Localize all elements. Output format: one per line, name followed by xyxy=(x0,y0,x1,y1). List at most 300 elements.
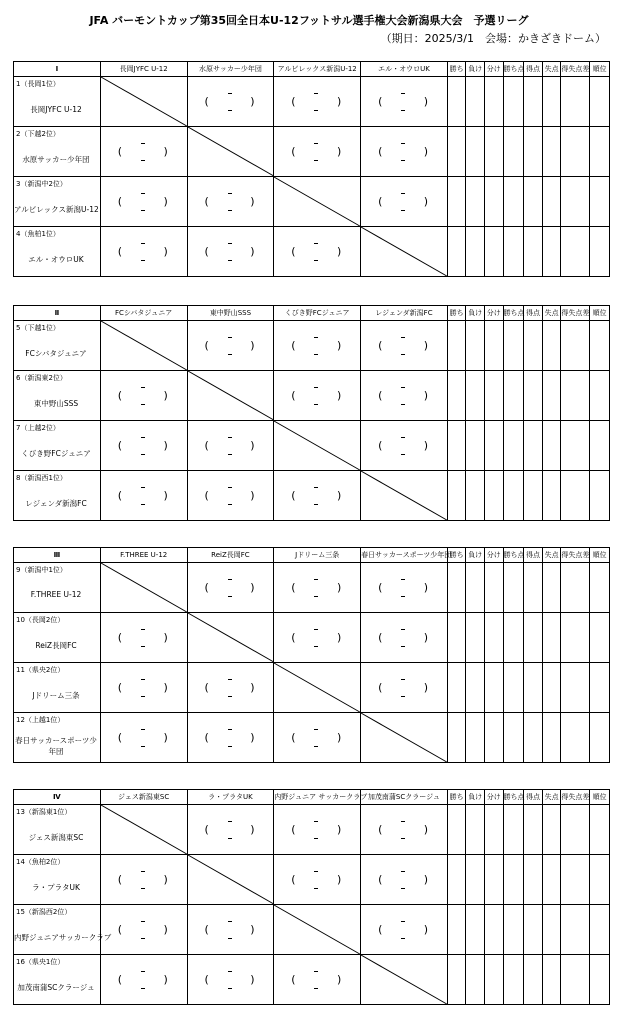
score-cell[interactable] xyxy=(274,127,361,177)
stat-cell[interactable] xyxy=(447,127,466,177)
score-bracket xyxy=(291,89,341,115)
score-cell[interactable] xyxy=(100,855,187,905)
self-match-cell xyxy=(187,371,274,421)
score-cell[interactable] xyxy=(100,127,187,177)
score-cell[interactable] xyxy=(361,77,448,127)
stat-cell[interactable] xyxy=(542,663,561,713)
stat-cell[interactable] xyxy=(484,613,503,663)
stat-cell[interactable] xyxy=(466,855,485,905)
stat-cell[interactable] xyxy=(447,77,466,127)
score-blank-bottom xyxy=(228,696,232,697)
score-blank-top xyxy=(141,387,145,388)
stat-cell[interactable] xyxy=(590,955,610,1005)
close-paren: ) xyxy=(423,823,429,836)
score-cell[interactable] xyxy=(274,77,361,127)
score-blank-top xyxy=(401,337,405,338)
stat-cell[interactable] xyxy=(503,663,524,713)
open-paren: ( xyxy=(378,95,383,108)
stat-cell[interactable] xyxy=(484,471,503,521)
stat-cell[interactable] xyxy=(561,471,590,521)
score-cell[interactable] xyxy=(274,227,361,277)
stat-cell[interactable] xyxy=(542,563,561,613)
stat-cell[interactable] xyxy=(590,613,610,663)
score-bracket xyxy=(378,867,428,893)
score-cell[interactable] xyxy=(361,905,448,955)
score-blank-bottom xyxy=(141,404,145,405)
stat-cell[interactable] xyxy=(590,321,610,371)
stat-cell[interactable] xyxy=(524,563,543,613)
score-blank-bottom xyxy=(141,160,145,161)
close-paren: ) xyxy=(163,439,168,452)
self-match-cell xyxy=(100,805,187,855)
stat-cell[interactable] xyxy=(542,321,561,371)
stat-cell[interactable] xyxy=(590,127,610,177)
score-cell[interactable] xyxy=(361,371,448,421)
score-cell[interactable] xyxy=(361,613,448,663)
stat-cell[interactable] xyxy=(524,321,543,371)
stat-cell[interactable] xyxy=(524,713,543,763)
stat-cell[interactable] xyxy=(590,905,610,955)
stat-cell[interactable] xyxy=(542,127,561,177)
stat-cell[interactable] xyxy=(561,77,590,127)
score-blank-bottom xyxy=(228,260,232,261)
group-label: Ⅲ xyxy=(14,548,101,563)
stat-cell[interactable] xyxy=(447,227,466,277)
stat-cell[interactable] xyxy=(447,471,466,521)
score-cell[interactable] xyxy=(187,77,274,127)
score-cell[interactable] xyxy=(274,613,361,663)
group-table xyxy=(13,547,610,763)
stat-cell[interactable] xyxy=(561,713,590,763)
score-blank-top xyxy=(228,93,232,94)
score-cell[interactable] xyxy=(100,905,187,955)
open-paren: ( xyxy=(204,973,209,986)
score-cell[interactable] xyxy=(187,563,274,613)
close-paren: ) xyxy=(423,439,429,452)
seed-label: 10（長岡2位） xyxy=(16,616,65,624)
stat-cell[interactable] xyxy=(561,321,590,371)
stat-cell[interactable] xyxy=(484,663,503,713)
score-bracket xyxy=(205,817,255,843)
stat-cell[interactable] xyxy=(447,371,466,421)
close-paren: ) xyxy=(250,195,255,208)
stat-cell[interactable] xyxy=(590,371,610,421)
stat-cell[interactable] xyxy=(542,177,561,227)
stat-cell[interactable] xyxy=(542,227,561,277)
stat-header: 勝ち点 xyxy=(503,548,524,563)
stat-cell[interactable] xyxy=(447,805,466,855)
score-cell[interactable] xyxy=(274,855,361,905)
stat-cell[interactable] xyxy=(503,77,524,127)
stat-cell[interactable] xyxy=(561,371,590,421)
stat-cell[interactable] xyxy=(447,321,466,371)
stat-cell[interactable] xyxy=(524,227,543,277)
open-paren: ( xyxy=(117,681,123,694)
seed-label: 13（新潟東1位） xyxy=(16,808,72,816)
score-blank-bottom xyxy=(228,988,232,989)
open-paren: ( xyxy=(117,195,123,208)
open-paren: ( xyxy=(117,731,123,744)
close-paren: ) xyxy=(337,145,342,158)
score-cell[interactable] xyxy=(274,371,361,421)
score-blank-top xyxy=(228,821,232,822)
stat-cell[interactable] xyxy=(447,713,466,763)
stat-cell[interactable] xyxy=(466,563,485,613)
open-paren: ( xyxy=(117,631,123,644)
stat-cell[interactable] xyxy=(561,663,590,713)
stat-cell[interactable] xyxy=(466,471,485,521)
score-blank-top xyxy=(228,487,232,488)
score-bracket xyxy=(378,189,428,215)
team-row xyxy=(14,905,610,955)
team-cell xyxy=(14,955,101,1005)
open-paren: ( xyxy=(378,581,383,594)
stat-cell[interactable] xyxy=(503,713,524,763)
stat-cell[interactable] xyxy=(447,905,466,955)
stat-cell[interactable] xyxy=(466,321,485,371)
stat-header: 勝ち xyxy=(447,790,466,805)
close-paren: ) xyxy=(337,389,342,402)
score-blank-top xyxy=(401,193,405,194)
score-cell[interactable] xyxy=(187,905,274,955)
score-bracket xyxy=(118,725,168,751)
score-bracket xyxy=(378,333,428,359)
stat-cell[interactable] xyxy=(524,855,543,905)
open-paren: ( xyxy=(117,145,123,158)
team-row xyxy=(14,371,610,421)
score-cell[interactable] xyxy=(187,713,274,763)
stat-cell[interactable] xyxy=(524,955,543,1005)
team-cell xyxy=(14,663,101,713)
score-cell[interactable] xyxy=(100,713,187,763)
stat-cell[interactable] xyxy=(524,663,543,713)
close-paren: ) xyxy=(337,245,342,258)
score-blank-top xyxy=(401,143,405,144)
self-match-cell xyxy=(100,563,187,613)
opponent-header: FCシバタジュニア xyxy=(100,306,187,321)
score-blank-top xyxy=(228,729,232,730)
stat-cell[interactable] xyxy=(590,77,610,127)
seed-label: 6（新潟東2位） xyxy=(16,374,67,382)
self-match-cell xyxy=(361,227,448,277)
stat-cell[interactable] xyxy=(503,855,524,905)
stat-cell[interactable] xyxy=(503,321,524,371)
score-blank-top xyxy=(314,729,318,730)
stat-cell[interactable] xyxy=(484,805,503,855)
stat-cell[interactable] xyxy=(484,955,503,1005)
stat-cell[interactable] xyxy=(561,177,590,227)
score-blank-bottom xyxy=(141,696,145,697)
team-cell xyxy=(14,713,101,763)
score-cell[interactable] xyxy=(187,421,274,471)
score-cell[interactable] xyxy=(361,663,448,713)
score-cell[interactable] xyxy=(361,127,448,177)
score-cell[interactable] xyxy=(187,227,274,277)
stat-cell[interactable] xyxy=(542,713,561,763)
stat-cell[interactable] xyxy=(590,177,610,227)
stat-cell[interactable] xyxy=(542,421,561,471)
stat-cell[interactable] xyxy=(524,613,543,663)
stat-cell[interactable] xyxy=(484,127,503,177)
stat-cell[interactable] xyxy=(561,563,590,613)
score-blank-top xyxy=(401,821,405,822)
group-table xyxy=(13,789,610,1005)
stat-cell[interactable] xyxy=(466,127,485,177)
team-cell xyxy=(14,371,101,421)
score-cell[interactable] xyxy=(100,955,187,1005)
score-blank-top xyxy=(141,143,145,144)
close-paren: ) xyxy=(423,145,429,158)
diagonal-line xyxy=(361,227,447,276)
event-date-venue: （期日：2025/3/1 会場：かきざきドーム） xyxy=(380,32,606,45)
stat-cell[interactable] xyxy=(447,955,466,1005)
score-cell[interactable] xyxy=(187,321,274,371)
score-blank-top xyxy=(401,387,405,388)
score-cell[interactable] xyxy=(187,663,274,713)
score-blank-bottom xyxy=(401,404,405,405)
stat-cell[interactable] xyxy=(484,321,503,371)
score-blank-bottom xyxy=(314,746,318,747)
score-cell[interactable] xyxy=(274,805,361,855)
stat-cell[interactable] xyxy=(524,127,543,177)
stat-cell[interactable] xyxy=(590,471,610,521)
open-paren: ( xyxy=(117,389,123,402)
stat-cell[interactable] xyxy=(590,855,610,905)
stat-cell[interactable] xyxy=(503,905,524,955)
score-blank-bottom xyxy=(228,838,232,839)
self-match-cell xyxy=(361,713,448,763)
stat-cell[interactable] xyxy=(466,905,485,955)
stat-cell[interactable] xyxy=(561,905,590,955)
score-bracket xyxy=(205,333,255,359)
self-match-cell xyxy=(274,177,361,227)
stat-cell[interactable] xyxy=(524,371,543,421)
score-cell[interactable] xyxy=(274,471,361,521)
opponent-header: 長岡JYFC U-12 xyxy=(100,62,187,77)
score-cell[interactable] xyxy=(100,663,187,713)
stat-cell[interactable] xyxy=(590,805,610,855)
stat-cell[interactable] xyxy=(484,905,503,955)
stat-cell[interactable] xyxy=(503,371,524,421)
stat-cell[interactable] xyxy=(503,127,524,177)
self-match-cell xyxy=(361,471,448,521)
score-bracket xyxy=(291,817,341,843)
stat-cell[interactable] xyxy=(466,713,485,763)
team-name: アルビレックス新潟U-12 xyxy=(14,205,99,214)
stat-cell[interactable] xyxy=(484,177,503,227)
score-blank-bottom xyxy=(401,888,405,889)
score-cell[interactable] xyxy=(100,613,187,663)
stat-header: 失点 xyxy=(542,306,561,321)
score-cell[interactable] xyxy=(100,371,187,421)
close-paren: ) xyxy=(163,489,168,502)
score-blank-top xyxy=(314,871,318,872)
score-bracket xyxy=(118,483,168,509)
close-paren: ) xyxy=(163,195,168,208)
stat-cell[interactable] xyxy=(524,805,543,855)
score-cell[interactable] xyxy=(100,227,187,277)
score-blank-bottom xyxy=(401,646,405,647)
stat-cell[interactable] xyxy=(484,371,503,421)
score-cell[interactable] xyxy=(187,955,274,1005)
stat-cell[interactable] xyxy=(503,563,524,613)
stat-cell[interactable] xyxy=(542,905,561,955)
score-blank-bottom xyxy=(314,838,318,839)
stat-cell[interactable] xyxy=(542,613,561,663)
score-bracket xyxy=(291,333,341,359)
stat-cell[interactable] xyxy=(466,663,485,713)
score-cell[interactable] xyxy=(361,855,448,905)
score-cell[interactable] xyxy=(187,805,274,855)
score-blank-top xyxy=(228,243,232,244)
stat-cell[interactable] xyxy=(466,227,485,277)
stat-cell[interactable] xyxy=(503,227,524,277)
stat-cell[interactable] xyxy=(466,955,485,1005)
stat-cell[interactable] xyxy=(447,563,466,613)
team-cell xyxy=(14,805,101,855)
close-paren: ) xyxy=(250,439,255,452)
score-cell[interactable] xyxy=(100,471,187,521)
score-cell[interactable] xyxy=(361,805,448,855)
stat-cell[interactable] xyxy=(466,177,485,227)
stat-cell[interactable] xyxy=(503,955,524,1005)
stat-cell[interactable] xyxy=(466,805,485,855)
score-blank-top xyxy=(401,679,405,680)
opponent-header: 内野ジュニア サッカークラブ xyxy=(274,790,361,805)
stat-cell[interactable] xyxy=(542,955,561,1005)
stat-cell[interactable] xyxy=(590,227,610,277)
stat-cell[interactable] xyxy=(484,563,503,613)
stat-cell[interactable] xyxy=(561,613,590,663)
score-cell[interactable] xyxy=(187,177,274,227)
stat-cell[interactable] xyxy=(524,905,543,955)
stat-cell[interactable] xyxy=(447,421,466,471)
score-cell[interactable] xyxy=(361,421,448,471)
stat-cell[interactable] xyxy=(447,663,466,713)
seed-label: 8（新潟西1位） xyxy=(16,474,67,482)
stat-cell[interactable] xyxy=(590,713,610,763)
stat-cell[interactable] xyxy=(542,371,561,421)
score-cell[interactable] xyxy=(274,713,361,763)
score-blank-bottom xyxy=(314,888,318,889)
close-paren: ) xyxy=(250,823,255,836)
score-blank-top xyxy=(314,487,318,488)
stat-cell[interactable] xyxy=(466,371,485,421)
score-cell[interactable] xyxy=(274,955,361,1005)
stat-cell[interactable] xyxy=(503,177,524,227)
stat-cell[interactable] xyxy=(484,227,503,277)
stat-cell[interactable] xyxy=(466,613,485,663)
close-paren: ) xyxy=(423,681,429,694)
opponent-header: ジェス新潟東SC xyxy=(100,790,187,805)
stat-header: 失点 xyxy=(542,548,561,563)
stat-cell[interactable] xyxy=(561,227,590,277)
stat-cell[interactable] xyxy=(561,955,590,1005)
open-paren: ( xyxy=(204,823,209,836)
stat-cell[interactable] xyxy=(484,77,503,127)
team-row xyxy=(14,855,610,905)
diagonal-line xyxy=(101,563,187,612)
close-paren: ) xyxy=(163,873,168,886)
group-grid xyxy=(13,547,610,763)
stat-cell[interactable] xyxy=(503,421,524,471)
stat-cell[interactable] xyxy=(590,663,610,713)
opponent-header: 東中野山SSS xyxy=(187,306,274,321)
score-bracket xyxy=(205,239,255,265)
opponent-header: レジェンダ新潟FC xyxy=(361,306,448,321)
stat-cell[interactable] xyxy=(524,177,543,227)
stat-cell[interactable] xyxy=(561,127,590,177)
team-cell xyxy=(14,177,101,227)
stat-cell[interactable] xyxy=(484,421,503,471)
score-blank-top xyxy=(141,193,145,194)
open-paren: ( xyxy=(117,489,123,502)
close-paren: ) xyxy=(163,731,168,744)
stat-cell[interactable] xyxy=(561,421,590,471)
stat-cell[interactable] xyxy=(561,805,590,855)
opponent-header: くびき野FCジュニア xyxy=(274,306,361,321)
close-paren: ) xyxy=(337,631,342,644)
score-cell[interactable] xyxy=(361,177,448,227)
stat-cell[interactable] xyxy=(524,77,543,127)
stat-cell[interactable] xyxy=(447,613,466,663)
score-blank-bottom xyxy=(141,888,145,889)
stat-cell[interactable] xyxy=(503,471,524,521)
score-cell[interactable] xyxy=(274,563,361,613)
stat-cell[interactable] xyxy=(590,563,610,613)
score-cell[interactable] xyxy=(274,321,361,371)
score-blank-top xyxy=(401,579,405,580)
stat-cell[interactable] xyxy=(524,471,543,521)
stat-cell[interactable] xyxy=(542,471,561,521)
stat-cell[interactable] xyxy=(542,805,561,855)
close-paren: ) xyxy=(423,631,429,644)
stat-cell[interactable] xyxy=(542,855,561,905)
stat-cell[interactable] xyxy=(561,855,590,905)
stat-cell[interactable] xyxy=(524,421,543,471)
stat-cell[interactable] xyxy=(447,177,466,227)
stat-cell[interactable] xyxy=(503,805,524,855)
score-blank-top xyxy=(401,629,405,630)
score-cell[interactable] xyxy=(100,177,187,227)
score-cell[interactable] xyxy=(187,471,274,521)
stat-cell[interactable] xyxy=(484,855,503,905)
score-cell[interactable] xyxy=(361,321,448,371)
stat-header: 分け xyxy=(484,790,503,805)
score-blank-top xyxy=(141,629,145,630)
stat-cell[interactable] xyxy=(590,421,610,471)
score-bracket xyxy=(378,675,428,701)
open-paren: ( xyxy=(117,923,123,936)
score-cell[interactable] xyxy=(361,563,448,613)
team-name: ReiZ長岡FC xyxy=(35,641,77,650)
stat-cell[interactable] xyxy=(447,855,466,905)
stat-cell[interactable] xyxy=(466,421,485,471)
stat-cell[interactable] xyxy=(542,77,561,127)
diagonal-line xyxy=(361,955,447,1004)
score-bracket xyxy=(118,139,168,165)
score-blank-top xyxy=(228,579,232,580)
score-blank-top xyxy=(401,437,405,438)
diagonal-line xyxy=(274,905,360,954)
diagonal-line xyxy=(101,77,187,126)
score-cell[interactable] xyxy=(100,421,187,471)
stat-cell[interactable] xyxy=(503,613,524,663)
stat-cell[interactable] xyxy=(466,77,485,127)
header-row xyxy=(14,790,610,805)
open-paren: ( xyxy=(378,145,383,158)
stat-cell[interactable] xyxy=(484,713,503,763)
